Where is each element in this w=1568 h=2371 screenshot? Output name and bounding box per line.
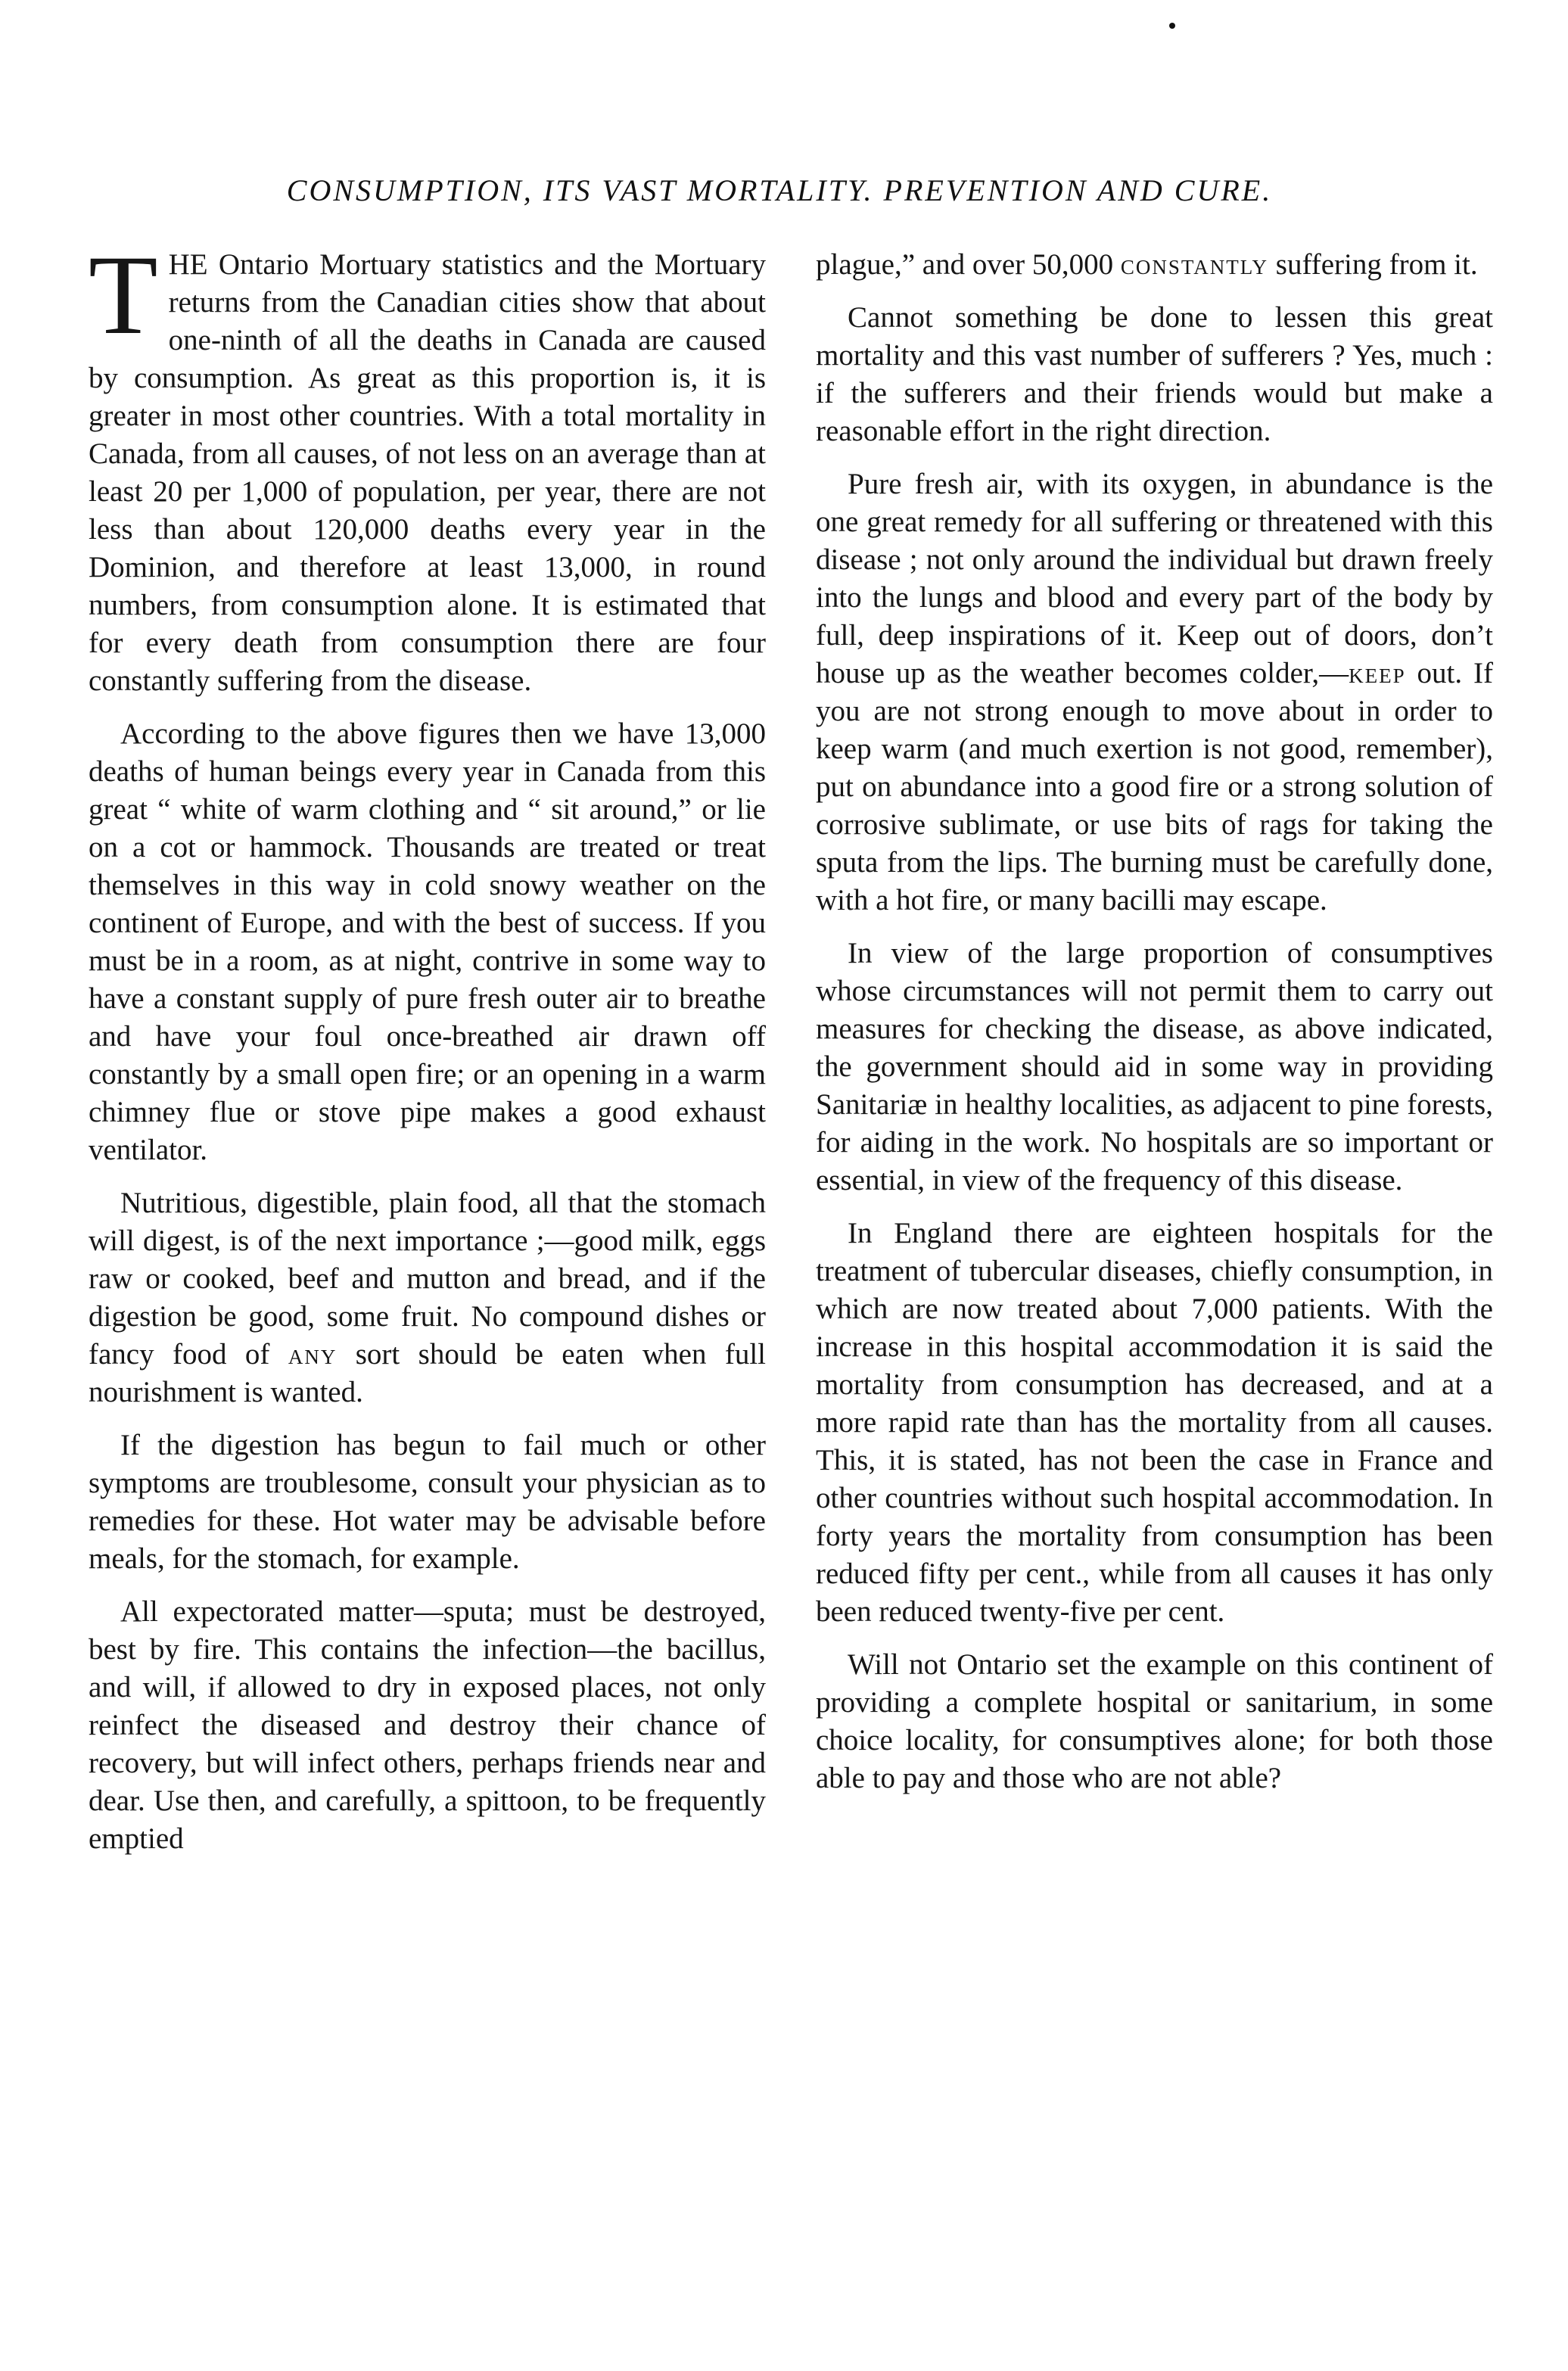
paragraph-8 bbox=[816, 465, 1493, 919]
paragraph-11: Will not Ontario set the example on this continent of providing a complete hospital or sanitarium, in some choice locality, for consumptives alone; for both those able to pay and those who are not able? bbox=[816, 1648, 1493, 1794]
paragraph-3-text-b: sort should be eaten when full nourishment is wanted. bbox=[89, 1338, 767, 1408]
drop-cap: T bbox=[89, 232, 158, 358]
small-caps-constantly: constantly bbox=[1120, 248, 1269, 281]
right-column bbox=[816, 246, 1493, 1812]
paragraph-3-text-a: Nutritious, digestible, plain food, all that the stomach will digest, is of the next importance ;—good milk, eggs raw or cooked, beef and mutton and bread, and if the digestion be good, some fruit. No compound dishes or fancy food of bbox=[89, 1187, 766, 1371]
small-caps-keep: keep bbox=[1349, 657, 1406, 689]
paragraph-1 bbox=[89, 232, 766, 700]
paragraph-8-text-b: out. If you are not strong enough to move about in order to keep warm (and much exertion is not good, remember), put on abundance into a good fire or a strong solution of corrosive sublimate, or use bits of rags for taking the sputa from the lips. The burning must be carefully done, with a hot fire, or many bacilli may escape. bbox=[816, 657, 1494, 916]
paragraph-10: In England there are eighteen hospitals for the treatment of tubercular diseases, chiefly consumption, in which are now treated about 7,000 patients. With the increase in this hospital accommodation it is said the mortality from consumption has decreased, and at a more rapid rate than has the mortality from all causes. This, it is stated, has not been the case in France and other countries without such hospital accommodation. In forty years the mortality from consumption has been reduced fifty per cent., while from all causes it has only been reduced twenty-five per cent. bbox=[816, 1217, 1493, 1628]
paragraph-4: If the digestion has begun to fail much or other symptoms are troublesome, consult your physician as to remedies for these. Hot water may be advisable before meals, for the stomach, for example. bbox=[89, 1429, 766, 1575]
paragraph-7: Cannot something be done to lessen this great mortality and this vast number of sufferers ? Yes, much : if the sufferers and their friends would but make a reasonable effort in the right direction. bbox=[816, 301, 1493, 447]
stray-dot-mark bbox=[1169, 23, 1175, 29]
small-caps-any: any bbox=[288, 1338, 338, 1371]
paragraph-9: In view of the large proportion of consumptives whose circumstances will not permit them to carry out measures for checking the disease, as above indicated, the government should aid in some way in providing Sanitariæ in healthy localities, as adjacent to pine forests, for aiding in the work. No hospitals are so important or essential, in view of the frequency of this disease. bbox=[816, 937, 1493, 1196]
paragraph-2: According to the above figures then we have 13,000 deaths of human beings every year in Canada from this great “ white of warm clothing and “ sit around,” or lie on a cot or hammock. Thousands are treated or treat themselves in this way in cold snowy weather on the continent of Europe, and with the best of success. If you must be in a room, as at night, contrive in some way to have a constant supply of pure fresh outer air to breathe and have your foul once-breathed air drawn off constantly by a small open fire; or an opening in a warm chimney flue or stove pipe makes a good exhaust ventilator. bbox=[89, 717, 766, 1166]
paragraph-6-text-a: plague,” and over 50,000 bbox=[816, 248, 1114, 281]
paragraph-5: All expectorated matter—sputa; must be destroyed, best by fire. This contains the infection—the bacillus, and will, if allowed to dry in exposed places, not only reinfect the diseased and destroy their chance of recovery, but will infect others, perhaps friends near and dear. Use then, and carefully, a spittoon, to be frequently emptied bbox=[89, 1595, 766, 1855]
paragraph-3 bbox=[89, 1184, 766, 1411]
paragraph-6 bbox=[816, 246, 1493, 284]
left-column bbox=[89, 232, 767, 1873]
article-title: CONSUMPTION, ITS VAST MORTALITY. PREVENTION AND CURE. bbox=[286, 173, 1273, 207]
paragraph-1-text: HE Ontario Mortuary statistics and the Mortuary returns from the Canadian cities show that about one-ninth of all the deaths in Canada are caused by consumption. As great as this proportion is, it is greater in most other countries. With a total mortality in Canada, from all causes, of not less on an average than at least 20 per 1,000 of population, per year, there are not less than about 120,000 deaths every year in the Dominion, and therefore at least 13,000, in round numbers, from consumption alone. It is estimated that for every death from consumption there are four constantly suffering from the disease. bbox=[89, 248, 766, 697]
paragraph-6-text-b: suffering from it. bbox=[1275, 248, 1478, 281]
paragraph-8-text-a: Pure fresh air, with its oxygen, in abundance is the one great remedy for all suffering or threatened with this disease ; not only around the individual but drawn freely into the lungs and blood and every part of the body by full, deep inspirations of it. Keep out of doors, don’t house up as the weather becomes colder,— bbox=[816, 468, 1493, 689]
